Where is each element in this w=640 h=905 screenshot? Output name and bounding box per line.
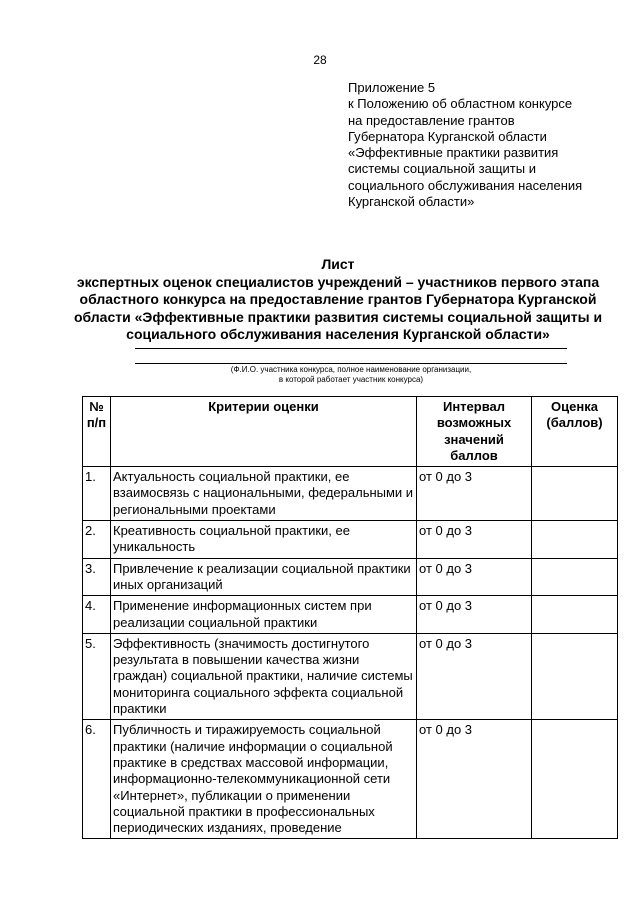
- appendix-line: «Эффективные практики развития: [348, 145, 559, 161]
- row-num: 6.: [83, 720, 111, 839]
- document-title: [60, 256, 616, 344]
- row-interval: от 0 до 3: [417, 720, 532, 839]
- row-score-cell[interactable]: [532, 521, 618, 559]
- appendix-line: на предоставление грантов: [348, 112, 515, 128]
- criteria-table: [82, 396, 618, 839]
- appendix-note: [348, 80, 628, 210]
- caption-line: (Ф.И.О. участника конкурса, полное наименование организации,: [230, 365, 472, 374]
- title-line: областного конкурса на предоставление грантов Губернатора Курганской: [79, 291, 597, 307]
- row-num: 1.: [83, 467, 111, 521]
- appendix-line: Губернатора Курганской области: [348, 128, 547, 144]
- row-score-cell[interactable]: [532, 596, 618, 634]
- appendix-line: социального обслуживания населения: [348, 177, 583, 193]
- fio-caption: [135, 365, 567, 385]
- row-num: 4.: [83, 596, 111, 634]
- appendix-line: Курганской области»: [348, 194, 475, 210]
- table-row: [83, 521, 618, 559]
- row-score-cell[interactable]: [532, 558, 618, 596]
- title-line: Лист: [321, 256, 355, 272]
- header-score: Оценка (баллов): [532, 397, 618, 467]
- appendix-line: системы социальной защиты и: [348, 161, 536, 177]
- row-criterion: Публичность и тиражируемость социальной практики (наличие информации о социальной практике в средствах массовой информации, информационно-телекоммуникационной сети «Интернет», публикации о применении социальной практики в профессиональных периодических изданиях, проведение: [111, 720, 417, 839]
- row-criterion: Креативность социальной практики, ее уникальность: [111, 521, 417, 559]
- row-interval: от 0 до 3: [417, 633, 532, 719]
- row-interval: от 0 до 3: [417, 596, 532, 634]
- row-criterion: Актуальность социальной практики, ее взаимосвязь с национальными, федеральными и региональными проектами: [111, 467, 417, 521]
- page-number: 28: [313, 53, 327, 67]
- table-header-row: [83, 397, 618, 467]
- table-row: [83, 558, 618, 596]
- row-num: 2.: [83, 521, 111, 559]
- header-num: № п/п: [83, 397, 111, 467]
- row-interval: от 0 до 3: [417, 467, 532, 521]
- table-row: [83, 467, 618, 521]
- row-num: 3.: [83, 558, 111, 596]
- caption-line: в которой работает участник конкурса): [278, 375, 424, 384]
- row-num: 5.: [83, 633, 111, 719]
- row-criterion: Привлечение к реализации социальной практики иных организаций: [111, 558, 417, 596]
- table-row: [83, 633, 618, 719]
- row-score-cell[interactable]: [532, 467, 618, 521]
- appendix-line: Приложение 5: [348, 80, 436, 95]
- header-criteria: Критерии оценки: [111, 397, 417, 467]
- row-criterion: Применение информационных систем при реализации социальной практики: [111, 596, 417, 634]
- header-interval: Интервал возможных значений баллов: [417, 397, 532, 467]
- table-row: [83, 720, 618, 839]
- row-score-cell[interactable]: [532, 633, 618, 719]
- title-line: социального обслуживания населения Курганской области»: [126, 326, 550, 342]
- title-line: области «Эффективные практики развития системы социальной защиты и: [73, 308, 603, 325]
- fio-fill-line: [135, 363, 567, 364]
- row-interval: от 0 до 3: [417, 558, 532, 596]
- row-interval: от 0 до 3: [417, 521, 532, 559]
- row-score-cell[interactable]: [532, 720, 618, 839]
- fio-fill-line: [135, 348, 567, 349]
- appendix-line: к Положению об областном конкурсе: [348, 96, 573, 112]
- title-line: экспертных оценок специалистов учреждений – участников первого этапа: [76, 273, 600, 290]
- row-criterion: Эффективность (значимость достигнутого результата в повышении качества жизни граждан) социальной практики, наличие системы мониторинга социального эффекта социальной практики: [111, 633, 417, 719]
- table-row: [83, 596, 618, 634]
